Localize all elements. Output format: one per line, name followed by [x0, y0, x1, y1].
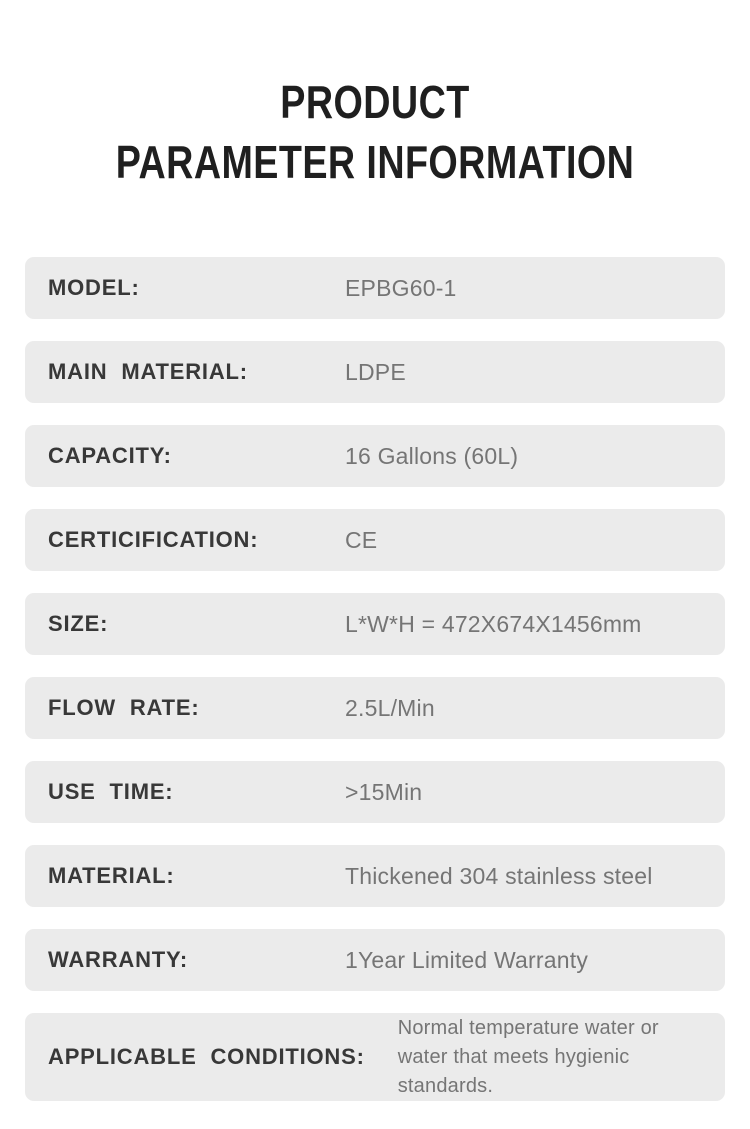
spec-value-main-material: LDPE — [345, 358, 406, 385]
spec-row-model — [25, 257, 725, 319]
spec-label-material: MATERIAL: — [48, 863, 175, 888]
spec-value-certification: CE — [345, 526, 378, 553]
spec-label-model: MODEL: — [48, 275, 140, 300]
spec-label-certification: CERTICIFICATION: — [48, 527, 259, 552]
spec-value-use-time: >15Min — [345, 778, 423, 805]
spec-row-capacity — [25, 425, 725, 487]
spec-row-use-time — [25, 761, 725, 823]
spec-value-size: L*W*H = 472X674X1456mm — [345, 610, 642, 637]
spec-label-main-material: MAIN MATERIAL: — [48, 359, 248, 384]
spec-label-applicable-conditions: APPLICABLE CONDITIONS: — [48, 1044, 365, 1069]
spec-row-applicable-conditions — [25, 1013, 725, 1101]
spec-label-use-time: USE TIME: — [48, 779, 174, 804]
spec-row-flow-rate — [25, 677, 725, 739]
spec-row-warranty — [25, 929, 725, 991]
spec-label-warranty: WARRANTY: — [48, 947, 188, 972]
spec-row-material — [25, 845, 725, 907]
spec-value-model: EPBG60-1 — [345, 274, 457, 301]
spec-row-certification — [25, 509, 725, 571]
spec-value-material: Thickened 304 stainless steel — [345, 862, 653, 889]
spec-value-applicable-conditions: Normal temperature water or water that meets hygienic standards. — [397, 1016, 659, 1097]
spec-table — [25, 257, 725, 1101]
spec-label-size: SIZE: — [48, 611, 109, 636]
page-title-line2: PARAMETER INFORMATION — [115, 136, 635, 188]
spec-value-flow-rate: 2.5L/Min — [345, 694, 435, 721]
spec-value-capacity: 16 Gallons (60L) — [345, 442, 519, 469]
spec-value-warranty: 1Year Limited Warranty — [345, 946, 589, 973]
page-title-line1: PRODUCT — [280, 76, 470, 128]
spec-row-main-material — [25, 341, 725, 403]
spec-label-capacity: CAPACITY: — [48, 443, 172, 468]
spec-label-flow-rate: FLOW RATE: — [48, 695, 200, 720]
spec-row-size — [25, 593, 725, 655]
page-title — [0, 72, 750, 192]
